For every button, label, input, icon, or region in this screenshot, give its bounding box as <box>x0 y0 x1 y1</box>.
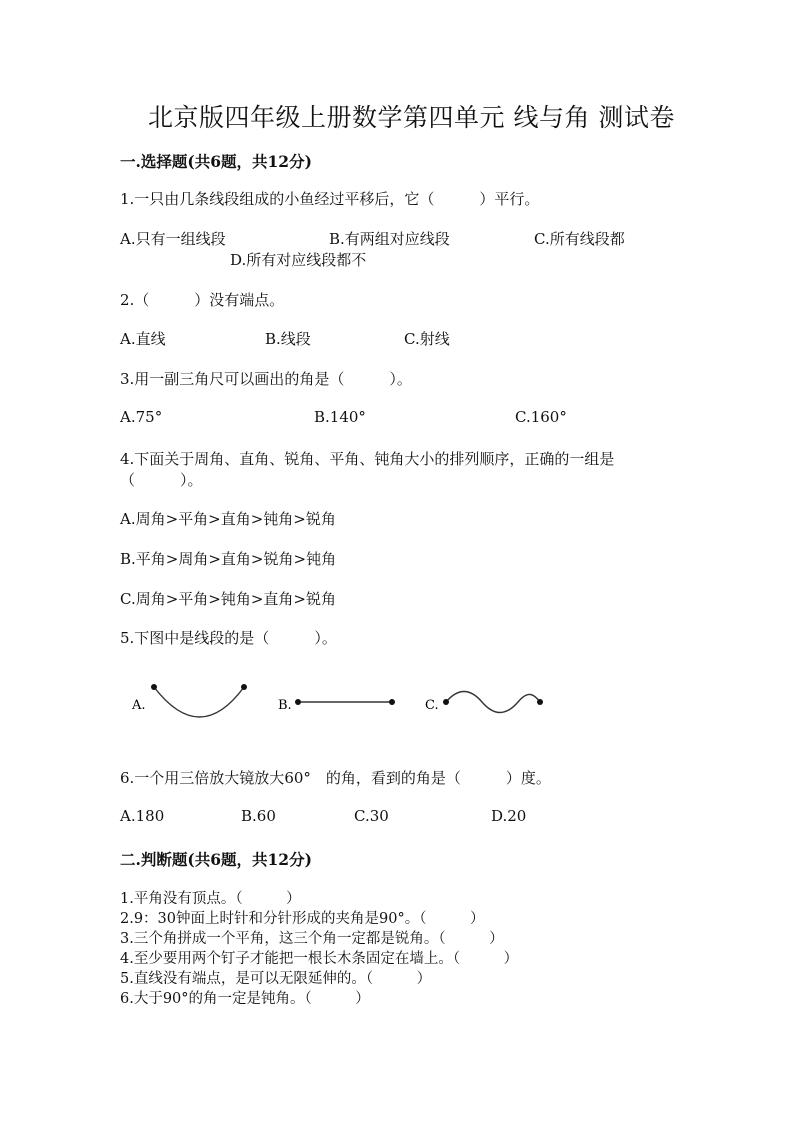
question-3-option-a[interactable]: A.75° <box>120 408 163 426</box>
curve-a-endpoint-right <box>241 684 247 690</box>
question-6-option-d[interactable]: D.20 <box>491 807 527 825</box>
question-5-figure <box>120 672 560 732</box>
question-3-option-c[interactable]: C.160° <box>515 408 567 426</box>
section-heading-judgement: 二.判断题(共6题，共12分) <box>120 850 312 869</box>
question-6-text: 6.一个用三倍放大镜放大60° 的角，看到的角是（ ）度。 <box>120 769 551 787</box>
wavy-c-endpoint-left <box>443 699 449 705</box>
question-4-option-a[interactable]: A.周角>平角>直角>钝角>锐角 <box>120 510 336 528</box>
question-4-option-c[interactable]: C.周角>平角>钝角>直角>锐角 <box>120 590 336 608</box>
question-3-option-b[interactable]: B.140° <box>314 408 366 426</box>
question-6-option-c[interactable]: C.30 <box>354 807 389 825</box>
judgement-item-3: 3.三个角拼成一个平角，这三个角一定都是锐角。（ ） <box>120 931 504 947</box>
segment-b-endpoint-right <box>389 699 395 705</box>
question-4-option-b[interactable]: B.平角>周角>直角>锐角>钝角 <box>120 550 337 568</box>
question-4-text-line1: 4.下面关于周角、直角、锐角、平角、钝角大小的排列顺序，正确的一组是 <box>120 450 615 468</box>
judgement-item-5: 5.直线没有端点，是可以无限延伸的。（ ） <box>120 971 432 987</box>
question-6-option-a[interactable]: A.180 <box>120 807 165 825</box>
question-1-option-a[interactable]: A.只有一组线段 <box>120 230 226 248</box>
judgement-item-4: 4.至少要用两个钉子才能把一根长木条固定在墙上。（ ） <box>120 951 519 967</box>
page-title: 北京版四年级上册数学第四单元 线与角 测试卷 <box>148 103 675 132</box>
question-5-text: 5.下图中是线段的是（ ）。 <box>120 629 337 647</box>
question-2-option-c[interactable]: C.射线 <box>404 330 450 348</box>
figure-label-b[interactable]: B. <box>278 698 292 713</box>
question-1-option-c[interactable]: C.所有线段都 <box>534 230 625 248</box>
question-2-option-a[interactable]: A.直线 <box>120 330 166 348</box>
question-2-text: 2.（ ）没有端点。 <box>120 291 285 309</box>
question-6-option-b[interactable]: B.60 <box>241 807 276 825</box>
question-2-option-b[interactable]: B.线段 <box>265 330 311 348</box>
curve-a-endpoint-left <box>151 684 157 690</box>
question-1-option-b[interactable]: B.有两组对应线段 <box>329 230 450 248</box>
wavy-line-c <box>446 692 540 713</box>
figure-label-c[interactable]: C. <box>425 698 439 713</box>
question-1-option-d[interactable]: D.所有对应线段都不 <box>230 251 367 269</box>
figure-label-a[interactable]: A. <box>132 698 146 713</box>
curve-a <box>154 687 244 717</box>
judgement-item-6: 6.大于90°的角一定是钝角。（ ） <box>120 991 370 1007</box>
judgement-item-1: 1.平角没有顶点。（ ） <box>120 891 301 907</box>
question-1-text: 1.一只由几条线段组成的小鱼经过平移后，它（ ）平行。 <box>120 190 540 208</box>
question-3-text: 3.用一副三角尺可以画出的角是（ ）。 <box>120 370 412 388</box>
section-heading-choice: 一.选择题(共6题，共12分) <box>120 152 312 171</box>
segment-b-endpoint-left <box>295 699 301 705</box>
question-4-text-line2: （ ）。 <box>120 471 203 489</box>
wavy-c-endpoint-right <box>537 699 543 705</box>
judgement-item-2: 2.9：30钟面上时针和分针形成的夹角是90°。（ ） <box>120 911 485 927</box>
